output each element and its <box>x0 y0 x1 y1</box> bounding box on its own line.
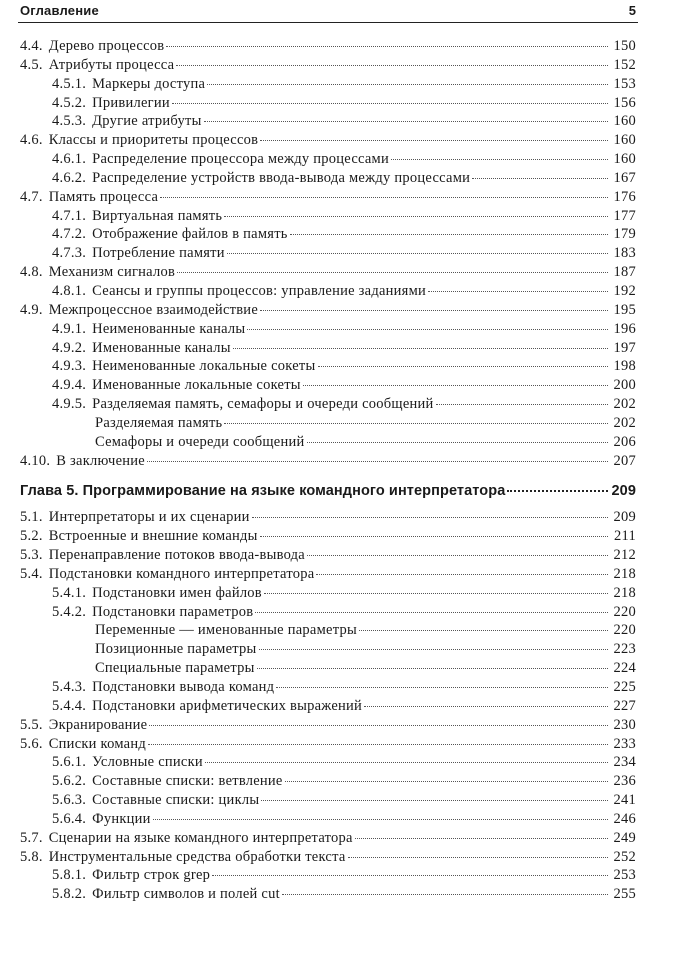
toc-leader <box>177 271 608 273</box>
toc-entry[interactable] <box>20 754 636 773</box>
toc-entry-title: Именованные каналы <box>92 339 231 356</box>
toc-entry-title: Перенаправление потоков ввода-вывода <box>48 547 305 564</box>
toc-leader <box>212 874 608 876</box>
toc-leader <box>148 743 608 745</box>
toc-leader <box>172 102 608 104</box>
toc-entry-title: Распределение процессора между процессами <box>92 151 389 168</box>
toc-leader <box>307 554 608 556</box>
toc-entry[interactable] <box>20 566 636 585</box>
toc-entry-number: 5.7. <box>20 829 43 846</box>
toc-entry-page: 160 <box>613 132 636 149</box>
toc-entry[interactable] <box>20 38 636 57</box>
toc-entry-number: 4.6. <box>20 132 43 149</box>
toc-entry-page: 160 <box>613 151 636 168</box>
toc-chapter-page: 209 <box>611 483 636 500</box>
toc-leader <box>364 705 608 707</box>
toc-leader <box>176 64 608 66</box>
toc-entry-title: Составные списки: ветвление <box>92 773 283 790</box>
toc-entry-page: 179 <box>613 226 636 243</box>
toc-entry-number: 5.8. <box>20 848 43 865</box>
toc-entry-number: 4.5. <box>20 56 43 73</box>
toc-entry-title: Распределение устройств ввода-вывода между процессами <box>92 169 471 186</box>
toc-entry-title: Инструментальные средства обработки текста <box>48 848 346 865</box>
toc-leader <box>224 215 608 217</box>
toc-entry[interactable] <box>20 585 636 604</box>
toc-leader <box>147 460 608 462</box>
toc-entry-title: Встроенные и внешние команды <box>48 528 258 545</box>
toc-leader <box>391 158 608 160</box>
toc-entry-number: 4.4. <box>20 38 43 54</box>
toc-leader <box>282 893 608 895</box>
toc-entry-page: 202 <box>613 396 636 413</box>
toc-entry-title: Фильтр строк grep <box>92 867 211 884</box>
toc-entry-page: 233 <box>613 735 636 752</box>
toc-leader <box>205 761 608 763</box>
toc-entry[interactable] <box>20 811 636 830</box>
toc-entry[interactable] <box>20 226 636 245</box>
toc-entry-page: 212 <box>613 547 636 564</box>
toc-entry-number: 4.7.3. <box>52 245 87 262</box>
toc-leader <box>303 384 608 386</box>
toc-entry-title: Сценарии на языке командного интерпретатора <box>48 829 353 846</box>
toc-entry[interactable] <box>20 57 636 76</box>
toc-leader <box>227 252 608 254</box>
toc-entry[interactable] <box>20 264 636 283</box>
toc-entry-page: 156 <box>613 94 636 111</box>
toc-entry-page: 198 <box>613 358 636 375</box>
toc-entry-number: 5.6.1. <box>52 754 87 771</box>
toc-entry-page: 255 <box>613 886 636 903</box>
toc-entry-title: Атрибуты процесса <box>48 56 175 73</box>
toc-entry-page: 227 <box>613 697 636 714</box>
toc-entry-page: 225 <box>613 679 636 695</box>
toc-entry-page: 196 <box>613 320 636 337</box>
toc-entry-number: 4.5.3. <box>52 113 87 130</box>
toc-leader <box>247 328 608 330</box>
toc-entry-number: 4.6.2. <box>52 169 87 186</box>
toc-leader <box>149 724 608 726</box>
toc-entry-number: 4.5.2. <box>52 94 87 111</box>
toc-entry[interactable] <box>20 321 636 340</box>
toc-entry-title: Механизм сигналов <box>48 264 176 281</box>
toc-entry-number: 4.9. <box>20 301 43 318</box>
toc-entry-page: 202 <box>613 414 636 431</box>
toc-leader <box>204 120 608 122</box>
toc-entry-title: Неименованные локальные сокеты <box>92 358 316 375</box>
toc-entry[interactable] <box>20 622 636 641</box>
toc-leader <box>318 365 609 367</box>
toc-entry[interactable] <box>20 509 636 528</box>
toc-leader <box>436 403 608 405</box>
toc-entry-number: 5.6. <box>20 735 43 752</box>
toc-leader <box>307 441 609 443</box>
toc-entry-page: 220 <box>613 603 636 620</box>
toc-entry-number: 4.6.1. <box>52 151 87 168</box>
toc-entry-number: 5.8.2. <box>52 886 87 903</box>
toc-entry-page: 195 <box>613 301 636 318</box>
toc-entry-page: 152 <box>613 56 636 73</box>
toc-entry[interactable] <box>20 849 636 868</box>
toc-entry-title: Маркеры доступа <box>92 75 206 92</box>
toc-entry[interactable] <box>20 95 636 114</box>
toc-entry[interactable] <box>20 736 636 755</box>
toc-entry-number: 5.5. <box>20 716 43 733</box>
toc-leader <box>233 347 608 349</box>
toc-leader <box>355 837 608 839</box>
toc-entry-page: 206 <box>613 433 636 450</box>
toc-entry[interactable] <box>20 830 636 849</box>
toc-leader <box>472 177 608 179</box>
toc-leader <box>260 535 608 537</box>
toc-entry-page: 192 <box>613 282 636 299</box>
toc-entry-page: 183 <box>613 245 636 262</box>
toc-entry-page: 230 <box>613 716 636 733</box>
toc-entry-number: 4.7.2. <box>52 226 87 243</box>
toc-entry-title: Потребление памяти <box>92 245 225 262</box>
toc-entry-number: 4.9.5. <box>52 396 87 413</box>
toc-entry-title: Разделяемая память <box>95 414 223 431</box>
toc-entry-page: 211 <box>614 528 636 545</box>
toc-entry-number: 4.8. <box>20 264 43 281</box>
toc-entry-title: Виртуальная память <box>92 207 223 224</box>
toc-entry-title: Именованные локальные сокеты <box>92 377 301 394</box>
toc-entry[interactable] <box>20 867 636 886</box>
toc-entry[interactable] <box>20 113 636 132</box>
toc-entry-page: 241 <box>613 792 636 809</box>
toc-chapter-title: Глава 5. Программирование на языке командного интерпретатора <box>20 483 506 500</box>
toc-entry-title: Составные списки: циклы <box>92 792 260 809</box>
toc-entry-title: Неименованные каналы <box>92 320 246 337</box>
toc-leader <box>359 629 608 631</box>
toc-leader <box>257 667 608 669</box>
toc-entry[interactable] <box>20 679 636 698</box>
toc-entry-number: 5.2. <box>20 528 43 545</box>
toc-leader <box>276 686 608 688</box>
toc-entry-title: В заключение <box>56 452 145 469</box>
toc-entry[interactable] <box>20 76 636 95</box>
toc-entry-title: Функции <box>92 810 151 827</box>
toc-entry-page: 177 <box>613 207 636 224</box>
toc-entry-page: 153 <box>613 75 636 92</box>
toc-leader <box>160 196 608 198</box>
toc-leader <box>252 516 608 518</box>
toc-entry-title: Фильтр символов и полей cut <box>92 886 280 903</box>
toc-entry[interactable] <box>20 717 636 736</box>
toc-entry[interactable] <box>20 358 636 377</box>
toc-entry-number: 4.9.3. <box>52 358 87 375</box>
toc-leader <box>153 818 608 820</box>
toc-entry-page: 246 <box>613 810 636 827</box>
toc-entry-page: 224 <box>613 660 636 677</box>
toc-entry[interactable] <box>20 434 636 453</box>
toc-entry[interactable] <box>20 604 636 623</box>
toc-entry-title: Подстановки имен файлов <box>92 584 262 601</box>
toc-entry-title: Списки команд <box>48 735 146 752</box>
toc-entry[interactable] <box>20 886 636 905</box>
toc-entry-title: Дерево процессов <box>48 38 165 54</box>
toc-entry-number: 5.6.2. <box>52 773 87 790</box>
toc-entry-title: Привилегии <box>92 94 170 111</box>
toc-entry-number: 5.4.4. <box>52 697 87 714</box>
toc-entry-number: 5.8.1. <box>52 867 87 884</box>
toc-entry-number: 4.5.1. <box>52 75 87 92</box>
toc-entry[interactable] <box>20 189 636 208</box>
toc-entry-number: 5.4.2. <box>52 603 87 620</box>
toc-leader <box>259 648 608 650</box>
toc-entry-title: Подстановки вывода команд <box>92 679 275 695</box>
toc-entry[interactable] <box>20 132 636 151</box>
toc-entry-title: Отображение файлов в память <box>92 226 288 243</box>
toc-leader <box>285 780 608 782</box>
toc-entry-page: 176 <box>613 188 636 205</box>
toc-entry[interactable] <box>20 245 636 264</box>
toc-entry-page: 236 <box>613 773 636 790</box>
toc-leader <box>348 856 608 858</box>
toc-entry-page: 252 <box>613 848 636 865</box>
header-title: Оглавление <box>20 3 99 18</box>
toc-entry-number: 4.10. <box>20 452 51 469</box>
toc-entry-title: Сеансы и группы процессов: управление заданиями <box>92 282 427 299</box>
toc-entry[interactable] <box>20 151 636 170</box>
toc-entry-number: 4.9.2. <box>52 339 87 356</box>
toc-entry-title: Классы и приоритеты процессов <box>48 132 259 149</box>
toc-entry-page: 209 <box>613 509 636 526</box>
toc-entry[interactable] <box>20 792 636 811</box>
toc-entry-page: 223 <box>613 641 636 658</box>
toc-entry-title: Другие атрибуты <box>92 113 202 130</box>
toc-entry[interactable] <box>20 283 636 302</box>
toc-entry-title: Специальные параметры <box>95 660 255 677</box>
toc-leader <box>260 309 608 311</box>
toc-entry-page: 187 <box>613 264 636 281</box>
toc-entry[interactable] <box>20 396 636 415</box>
toc-entry-page: 200 <box>613 377 636 394</box>
toc-leader <box>264 592 608 594</box>
toc-entry-title: Память процесса <box>48 188 159 205</box>
toc-block-chapter-5 <box>20 509 636 905</box>
toc-entry-title: Семафоры и очереди сообщений <box>95 433 305 450</box>
toc-leader <box>166 45 608 47</box>
toc-entry-number: 5.3. <box>20 547 43 564</box>
toc-entry-number: 4.7. <box>20 188 43 205</box>
toc-entry-page: 249 <box>613 829 636 846</box>
toc-entry[interactable] <box>20 698 636 717</box>
toc-entry-title: Подстановки командного интерпретатора <box>48 565 315 582</box>
toc-entry-title: Условные списки <box>92 754 203 771</box>
toc-entry[interactable] <box>20 377 636 396</box>
toc-entry-number: 5.4. <box>20 565 43 582</box>
toc-entry-page: 197 <box>613 339 636 356</box>
toc-entry-page: 218 <box>613 565 636 582</box>
toc-entry-page: 218 <box>613 584 636 601</box>
toc-entry-number: 4.8.1. <box>52 282 87 299</box>
toc-entry[interactable] <box>20 302 636 321</box>
toc-entry-title: Межпроцессное взаимодействие <box>48 301 259 318</box>
toc-leader <box>428 290 608 292</box>
toc-entry-number: 5.1. <box>20 509 43 526</box>
toc-entry-page: 150 <box>613 38 636 54</box>
toc-leader <box>507 489 608 492</box>
toc-entry-number: 5.4.1. <box>52 584 87 601</box>
toc-leader <box>316 573 608 575</box>
toc-entry[interactable] <box>20 528 636 547</box>
toc-entry-number: 5.6.3. <box>52 792 87 809</box>
toc-entry-page: 253 <box>613 867 636 884</box>
toc-entry-title: Подстановки арифметических выражений <box>92 697 363 714</box>
toc-entry[interactable] <box>20 415 636 434</box>
toc-leader <box>290 233 608 235</box>
toc-entry-title: Интерпретаторы и их сценарии <box>48 509 250 526</box>
toc-entry-page: 220 <box>613 622 636 639</box>
toc-leader <box>260 139 608 141</box>
toc-entry-page: 207 <box>613 452 636 469</box>
toc-entry-title: Переменные — именованные параметры <box>95 622 357 639</box>
toc-entry-number: 4.9.4. <box>52 377 87 394</box>
toc-leader <box>224 422 608 424</box>
toc-entry[interactable] <box>20 547 636 566</box>
toc-entry-title: Экранирование <box>48 716 148 733</box>
toc-entry-title: Подстановки параметров <box>92 603 254 620</box>
running-header <box>18 0 638 23</box>
toc-entry[interactable] <box>20 641 636 660</box>
toc-entry[interactable] <box>20 660 636 679</box>
toc-entry-page: 234 <box>613 754 636 771</box>
toc-leader <box>261 799 608 801</box>
toc-entry-number: 4.7.1. <box>52 207 87 224</box>
toc-entry[interactable] <box>20 340 636 359</box>
toc-block-chapter-4 <box>20 38 636 471</box>
toc-entry-title: Разделяемая память, семафоры и очереди сообщений <box>92 396 434 413</box>
toc-entry[interactable] <box>20 453 636 472</box>
toc-entry[interactable] <box>20 208 636 227</box>
toc-entry-title: Позиционные параметры <box>95 641 257 658</box>
toc-entry-number: 5.6.4. <box>52 810 87 827</box>
header-page-number: 5 <box>628 3 636 18</box>
toc-entry-page: 167 <box>613 169 636 186</box>
toc-leader <box>207 83 608 85</box>
toc-entry[interactable] <box>20 170 636 189</box>
toc-entry-number: 5.4.3. <box>52 679 87 695</box>
toc-chapter-heading[interactable] <box>20 483 636 509</box>
table-of-contents <box>20 38 636 905</box>
toc-entry-page: 160 <box>613 113 636 130</box>
toc-entry[interactable] <box>20 773 636 792</box>
toc-entry-number: 4.9.1. <box>52 320 87 337</box>
toc-leader <box>255 611 608 613</box>
